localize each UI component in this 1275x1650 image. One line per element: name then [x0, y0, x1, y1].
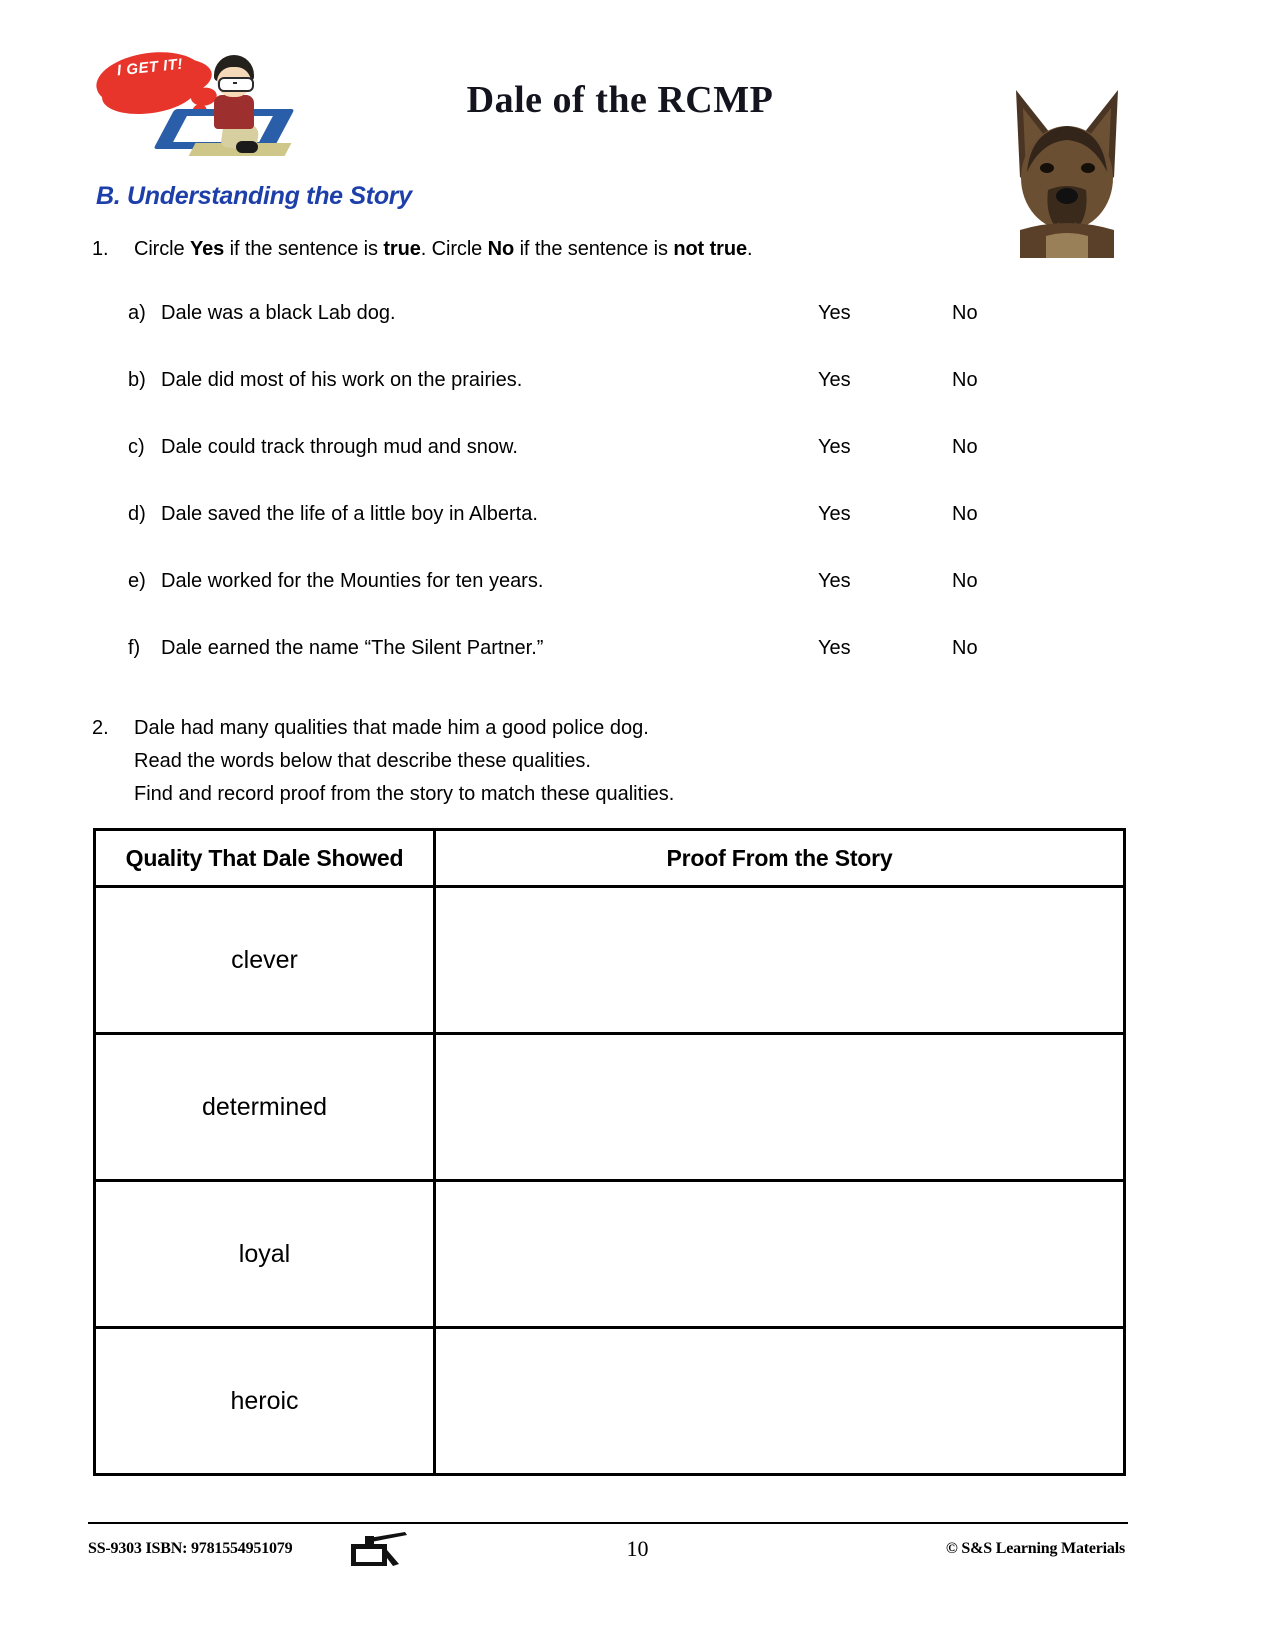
table-row [95, 1181, 1125, 1328]
item-letter: c) [128, 436, 145, 458]
page-title: Dale of the RCMP [466, 79, 774, 121]
proof-answer-cell[interactable] [435, 1328, 1125, 1475]
item-statement: Dale could track through mud and snow. [161, 436, 518, 458]
item-letter: d) [128, 503, 146, 525]
table-row [95, 887, 1125, 1034]
quality-cell: clever [95, 887, 435, 1034]
speech-bubble-label: I GET IT! [116, 55, 184, 80]
q1-part-1: Circle [134, 238, 190, 260]
footer-copyright: © S&S Learning Materials [945, 1540, 1125, 1557]
q1-bold-not-true: not true [673, 238, 747, 260]
true-false-item [128, 302, 1088, 369]
page-footer [0, 1528, 1275, 1568]
true-false-item [128, 637, 1088, 704]
q1-part-4: if the sentence is [514, 238, 674, 260]
no-option[interactable]: No [952, 637, 978, 659]
true-false-item [128, 503, 1088, 570]
section-heading: B. Understanding the Story [96, 182, 412, 210]
table-row [95, 1034, 1125, 1181]
no-option[interactable]: No [952, 369, 978, 391]
footer-divider [88, 1522, 1128, 1524]
q1-part-2: if the sentence is [224, 238, 384, 260]
yes-option[interactable]: Yes [818, 369, 851, 391]
yes-option[interactable]: Yes [818, 570, 851, 592]
item-statement: Dale saved the life of a little boy in Alberta. [161, 503, 538, 525]
q1-bold-true: true [383, 238, 421, 260]
question-2-line-1: Dale had many qualities that made him a good police dog. [134, 717, 649, 739]
question-2-line-3: Find and record proof from the story to match these qualities. [134, 783, 675, 805]
q1-bold-yes: Yes [189, 238, 225, 260]
quality-cell: determined [95, 1034, 435, 1181]
item-statement: Dale was a black Lab dog. [161, 302, 396, 324]
german-shepherd-dog-photo [1002, 60, 1130, 258]
proof-answer-cell[interactable] [435, 887, 1125, 1034]
page-header [0, 0, 1275, 270]
page-number: 10 [626, 1536, 649, 1561]
no-option[interactable]: No [952, 570, 978, 592]
item-statement: Dale worked for the Mounties for ten years. [161, 570, 544, 592]
true-false-list [128, 302, 1088, 704]
true-false-item [128, 369, 1088, 436]
item-letter: b) [128, 369, 146, 391]
i-get-it-logo [96, 45, 306, 170]
question-1-number: 1. [92, 238, 109, 260]
item-letter: e) [128, 570, 146, 592]
proof-answer-cell[interactable] [435, 1181, 1125, 1328]
quality-cell: heroic [95, 1328, 435, 1475]
true-false-item [128, 436, 1088, 503]
item-statement: Dale did most of his work on the prairies. [161, 369, 523, 391]
q1-bold-no: No [487, 238, 515, 260]
boy-character-icon [200, 55, 270, 145]
footer-isbn: SS-9303 ISBN: 9781554951079 [88, 1540, 293, 1557]
column-header-proof: Proof From the Story [435, 830, 1125, 887]
question-2-instruction [92, 712, 674, 811]
question-2-line-2: Read the words below that describe these qualities. [134, 750, 591, 772]
table-header-row [95, 830, 1125, 887]
item-statement: Dale earned the name “The Silent Partner.” [161, 637, 544, 659]
proof-answer-cell[interactable] [435, 1034, 1125, 1181]
q1-part-3: . Circle [420, 238, 488, 260]
yes-option[interactable]: Yes [818, 302, 851, 324]
question-2-number: 2. [92, 717, 109, 739]
no-option[interactable]: No [952, 503, 978, 525]
yes-option[interactable]: Yes [818, 436, 851, 458]
quality-cell: loyal [95, 1181, 435, 1328]
qualities-table [93, 828, 1126, 1476]
item-letter: a) [128, 302, 146, 324]
no-option[interactable]: No [952, 302, 978, 324]
table-row [95, 1328, 1125, 1475]
item-letter: f) [128, 637, 141, 659]
column-header-quality: Quality That Dale Showed [95, 830, 435, 887]
question-1-instruction [92, 238, 752, 261]
q1-part-5: . [746, 238, 753, 260]
yes-option[interactable]: Yes [818, 637, 851, 659]
true-false-item [128, 570, 1088, 637]
yes-option[interactable]: Yes [818, 503, 851, 525]
no-option[interactable]: No [952, 436, 978, 458]
